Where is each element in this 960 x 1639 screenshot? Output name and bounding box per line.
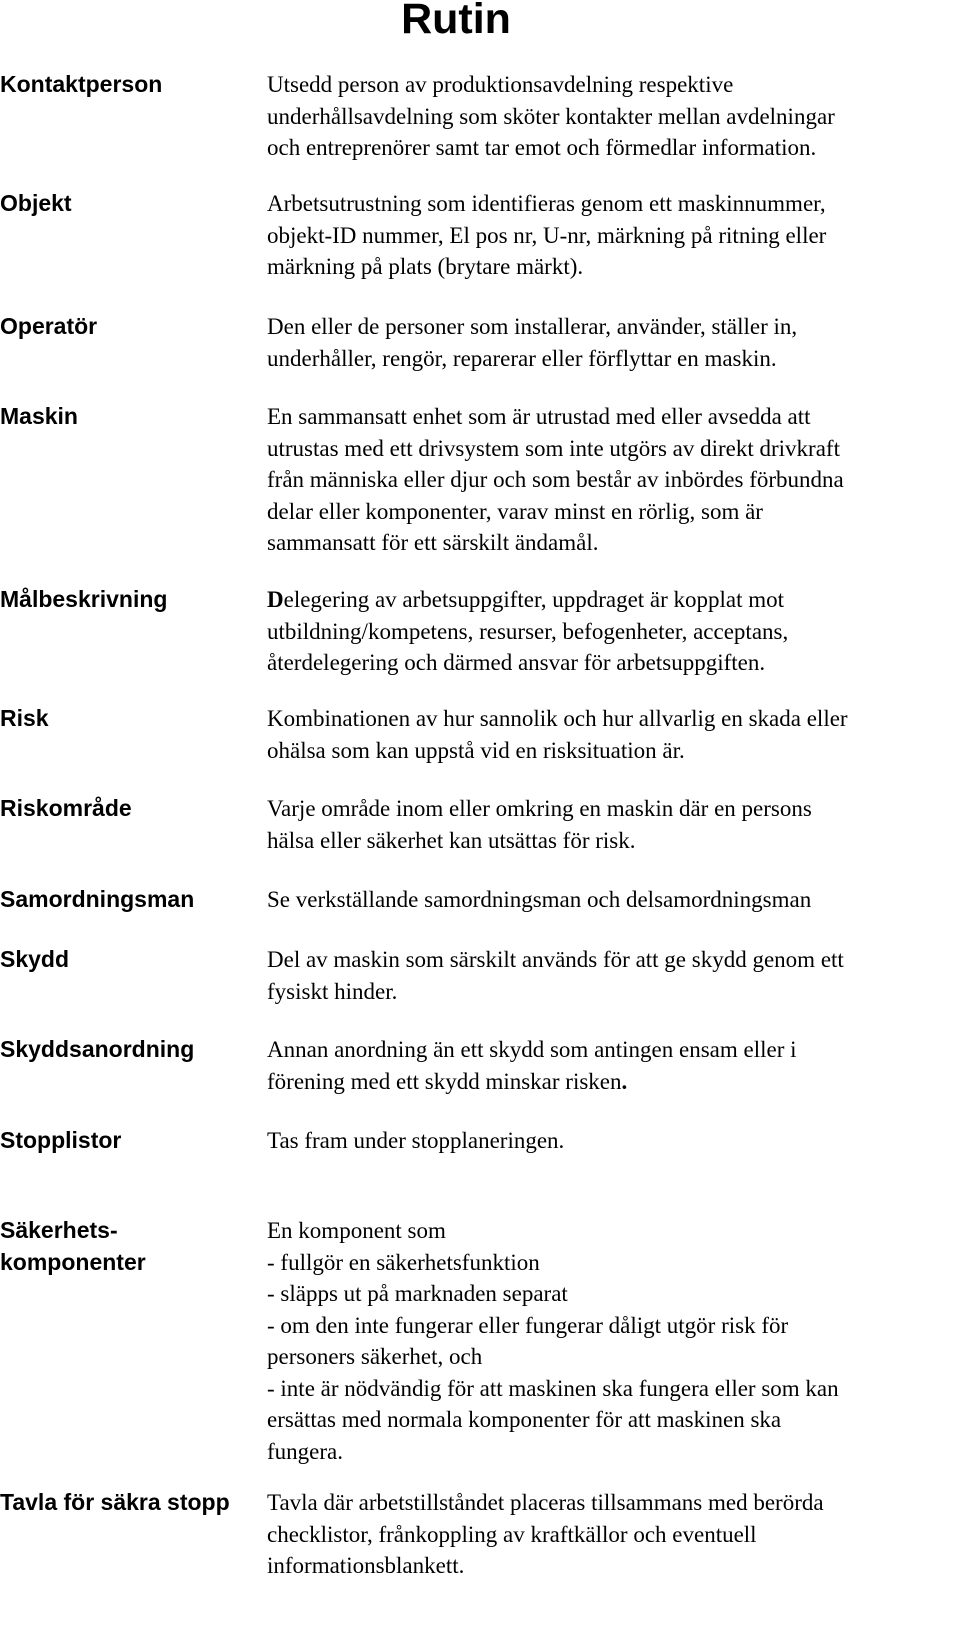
term-label: Tavla för säkra stopp [0, 1489, 230, 1515]
term-definition: Varje område inom eller omkring en maskin där en persons hälsa eller säkerhet kan utsättas för risk. [267, 796, 812, 853]
term-definition: Delegering av arbetsuppgifter, uppdraget är kopplat mot utbildning/kompetens, resurser, befogenheter, acceptans, återdelegering och därmed ansvar för arbetsuppgiften. [267, 587, 789, 675]
page-title: Rutin [401, 0, 511, 43]
term-definition: Annan anordning än ett skydd som antingen ensam eller i förening med ett skydd minskar risken. [267, 1037, 797, 1094]
term-label: Kontaktperson [0, 71, 163, 97]
term-definition: Del av maskin som särskilt används för att ge skydd genom ett fysiskt hinder. [267, 947, 844, 1004]
term-label: Objekt [0, 190, 72, 216]
term-label: Operatör [0, 313, 98, 339]
term-label: Säkerhets- komponenter [0, 1217, 146, 1275]
term-definition: Tas fram under stopplaneringen. [267, 1128, 565, 1153]
bold-period: . [621, 1068, 628, 1094]
term-label: Risk [0, 705, 49, 731]
term-label: Skyddsanordning [0, 1036, 195, 1062]
bold-initial: D [267, 587, 284, 612]
term-definition: Den eller de personer som installerar, använder, ställer in, underhåller, rengör, reparerar eller förflyttar en maskin. [267, 314, 798, 371]
term-definition: Tavla där arbetstillståndet placeras tillsammans med berörda checklistor, frånkoppling av kraftkällor och eventuell informationsblankett. [267, 1490, 824, 1578]
term-definition: Utsedd person av produktionsavdelning respektive underhållsavdelning som sköter kontakter mellan avdelningar och entreprenörer samt tar emot och förmedlar information. [267, 72, 835, 160]
term-label: Maskin [0, 403, 78, 429]
term-label: Riskområde [0, 795, 132, 821]
term-label: Målbeskrivning [0, 586, 168, 612]
term-definition: Kombinationen av hur sannolik och hur allvarlig en skada eller ohälsa som kan uppstå vid en risksituation är. [267, 706, 848, 763]
term-label: Stopplistor [0, 1127, 122, 1153]
term-definition: En komponent som - fullgör en säkerhetsfunktion - släpps ut på marknaden separat - om den inte fungerar eller fungerar dåligt utgör risk för personers säkerhet, och - inte är nödvändig för att maskinen ska fungera eller som kan ersättas med normala komponenter för att maskinen ska fungera. [267, 1218, 839, 1464]
term-label: Samordningsman [0, 886, 195, 912]
term-definition: Arbetsutrustning som identifieras genom ett maskinnummer, objekt-ID nummer, El pos nr, U-nr, märkning på ritning eller märkning på plats (brytare märkt). [267, 191, 827, 279]
term-label: Skydd [0, 946, 70, 972]
term-definition: En sammansatt enhet som är utrustad med eller avsedda att utrustas med ett drivsystem som inte utgörs av direkt drivkraft från människa eller djur och som består av inbördes förbundna delar eller komponenter, varav minst en rörlig, som är sammansatt för ett särskilt ändamål. [267, 404, 844, 555]
term-definition: Se verkställande samordningsman och delsamordningsman [267, 887, 812, 912]
